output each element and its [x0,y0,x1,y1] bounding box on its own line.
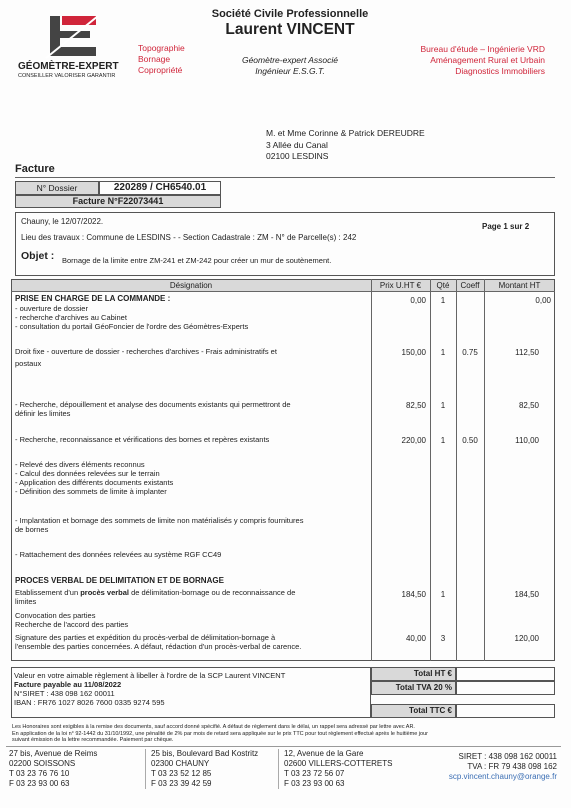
col-divider-4 [484,279,485,661]
logo [18,12,128,84]
recipient-city: 02100 LESDINS [266,151,329,161]
total-ht-value-box [456,667,555,681]
row2-designation [15,347,365,368]
row3-line1: - Recherche, dépouillement et analyse des documents existants qui permettront de [15,400,291,409]
legal-line1: Les Honoraires sont exigibles à la remise des documents, sauf accord donné spécifié. A défaut de règlement dans le délai, un rappel sera adressé par lettre avec AR. [12,724,415,730]
footer-line: F 03 23 39 42 59 [151,779,212,788]
footer-line: 12, Avenue de la Gare [284,749,364,758]
legal-notice [12,724,552,744]
row2-qte: 1 [440,348,446,357]
row5-prix: 184,50 [401,590,426,599]
row3-designation [15,400,365,418]
place-date: Chauny, le 12/07/2022. [21,217,104,226]
recipient-street: 3 Allée du Canal [266,139,328,150]
dossier-value: 220289 / CH6540.01 [113,182,207,193]
payment-iban: IBAN : FR76 1027 8026 7600 0335 9274 595 [14,698,165,707]
total-tva-value-box [456,681,555,695]
list-item: - Calcul des données relevées sur le terrain [15,469,160,478]
row4-prix: 220,00 [401,436,426,445]
total-tva-label: Total TVA 20 % [395,683,452,692]
title-ingenieur: Ingénieur E.S.G.T. [255,66,325,76]
dossier-label: N° Dossier [36,183,78,193]
row1-montant: 0,00 [535,296,551,305]
row3-prix: 82,50 [405,401,426,410]
total-ttc-label: Total TTC € [409,706,452,715]
facture-number: Facture N°F22073441 [72,196,164,206]
row3-qte: 1 [440,401,446,410]
service-bureau: Bureau d'étude – Ingénierie VRD [420,44,545,54]
row2-line2: postaux [15,359,42,368]
row4-qte: 1 [440,436,446,445]
row5-line1c: de délimitation-bornage ou de reconnaissance de [129,588,296,597]
footer-villers [284,749,392,789]
right-services [360,44,545,77]
geometre-expert-logo-icon [44,14,104,60]
service-bornage: Bornage [138,54,171,64]
legal-line3: suivant émission de la lettre recommandée. Paiement par chèque. [12,737,174,743]
page-number: Page 1 sur 2 [482,222,530,231]
service-copropriete: Copropriété [138,65,183,75]
footer-siret: SIRET : 438 098 162 00011 [458,752,557,761]
row2-coeff: 0.75 [462,348,478,357]
implantation-line2: de bornes [15,525,49,534]
header-qte: Qté [436,281,450,290]
recipient-name: M. et Mme Corinne & Patrick DEREUDRE [266,128,425,138]
invoice-heading: Facture [15,163,55,175]
header-prix: Prix U.HT € [379,281,422,290]
row2-montant: 112,50 [515,348,539,357]
row6-designation [15,633,375,651]
list-item: - Relevé des divers éléments reconnus [15,460,145,469]
row1-qte: 1 [440,296,446,305]
footer-line: 27 bis, Avenue de Reims [9,749,98,758]
row5-line2: limites [15,597,37,606]
row5-qte: 1 [440,590,446,599]
row5-montant: 184,50 [514,590,539,599]
footer-email[interactable]: scp.vincent.chauny@orange.fr [448,772,557,781]
footer-line: 02600 VILLERS-COTTERETS [284,759,393,768]
legal-line2: En application de la loi n° 92-1442 du 31/10/1992, une pénalité de 2% par mois de retard sera appliquée sur le prix TTC pour tout règlement effectué après le huitième jour [12,730,428,737]
service-amenagement: Aménagement Rural et Urbain [430,55,545,65]
footer-rule [6,746,561,747]
row6-line1: Signature des parties et expédition du procès-verbal de délimitation-bornage à [15,633,276,642]
row6-line2: l'ensemble des parties concernées. A défaut, rédaction d'un procès-verbal de carence. [15,642,302,651]
list-item: - recherche d'archives au Cabinet [15,313,127,322]
row2-prix: 150,00 [401,348,426,357]
row6-montant: 120,00 [514,634,539,643]
row4-coeff: 0.50 [462,436,478,445]
left-services [138,43,185,76]
payment-siret: N°SIRET : 438 098 162 00011 [14,689,115,698]
row3-montant: 82,50 [518,401,539,410]
objet-label: Objet : [21,250,55,262]
survey-list [15,460,173,496]
header-montant: Montant HT [498,281,541,290]
convocation-line1: Convocation des parties [15,611,96,620]
col-divider-1 [371,279,372,661]
row3-line2: définir les limites [15,409,71,418]
lieu-travaux: Lieu des travaux : Commune de LESDINS - - Section Cadastrale : ZM - N° de Parcelle(s) : 242 [21,233,357,242]
row1-prix: 0,00 [410,296,426,305]
footer-legal [400,752,557,782]
convocation-text [15,611,128,629]
center-titles [215,55,365,77]
heading-rule [15,177,555,178]
footer-divider-2 [278,749,279,789]
footer-tva: TVA : FR 79 438 098 162 [467,762,557,771]
row5-designation [15,588,370,606]
convocation-line2: Recherche de l'accord des parties [15,620,129,629]
row5-line1 [15,588,370,597]
company-name: Société Civile Professionnelle [211,8,369,20]
footer-line: T 03 23 76 76 10 [9,769,70,778]
payment-block [14,671,369,707]
footer-line: T 03 23 72 56 07 [284,769,345,778]
footer-soissons [9,749,97,789]
col-divider-2 [430,279,431,661]
list-item: - consultation du portail GéoFoncier de l'ordre des Géomètres-Experts [15,322,249,331]
implantation-text [15,516,370,534]
rattachement-text: - Rattachement des données relevées au système RGF CC49 [15,550,222,559]
section1-title: PRISE EN CHARGE DE LA COMMANDE : [15,294,171,303]
service-topographie: Topographie [138,43,185,53]
row6-qte: 3 [440,634,446,643]
total-ttc-value-box [456,704,555,718]
list-item: - ouverture de dossier [15,304,88,313]
table-header-rule [11,291,555,292]
col-divider-3 [456,279,457,661]
payment-due: Facture payable au 11/08/2022 [14,680,122,689]
footer-divider-1 [145,749,146,789]
payment-line1: Valeur en votre aimable règlement à libeller à l'ordre de la SCP Laurent VINCENT [14,671,286,680]
objet-text: Bornage de la limite entre ZM-241 et ZM-242 pour créer un mur de soutènement. [62,256,332,265]
footer-line: F 03 23 93 00 63 [284,779,345,788]
owner-name: Laurent VINCENT [225,21,355,38]
row6-prix: 40,00 [405,634,426,643]
footer-line: T 03 23 52 12 85 [151,769,212,778]
logo-subtext: CONSEILLER VALORISER GARANTIR [18,73,116,79]
row5-line1a: Etablissement d'un [15,588,81,597]
header-coeff: Coeff [460,281,480,290]
total-ht-label: Total HT € [413,669,452,678]
row5-line1b: procès verbal [80,588,129,597]
footer-line: F 03 23 93 00 63 [9,779,70,788]
footer-chauny [151,749,258,789]
footer-line: 25 bis, Boulevard Bad Kostritz [151,749,259,758]
recipient-block [266,128,425,163]
list-item: - Définition des sommets de limite à implanter [15,487,167,496]
footer-line: 02200 SOISSONS [9,759,76,768]
service-diagnostics: Diagnostics Immobiliers [455,66,545,76]
list-item: - Application des différents documents existants [15,478,174,487]
row2-line1: Droit fixe - ouverture de dossier - recherches d'archives - Frais administratifs et [15,347,277,356]
title-associe: Géomètre-expert Associé [241,55,339,65]
header-designation: Désignation [169,281,213,290]
section1-list [15,304,248,331]
row4-designation: - Recherche, reconnaissance et vérifications des bornes et repères existants [15,435,270,444]
implantation-line1: - Implantation et bornage des sommets de limite non matérialisés y compris fournitures [15,516,304,525]
row4-montant: 110,00 [515,436,539,445]
section2-title: PROCES VERBAL DE DELIMITATION ET DE BORNAGE [15,576,224,585]
footer-line: 02300 CHAUNY [151,759,210,768]
logo-text: GÉOMÈTRE-EXPERT [18,61,119,72]
